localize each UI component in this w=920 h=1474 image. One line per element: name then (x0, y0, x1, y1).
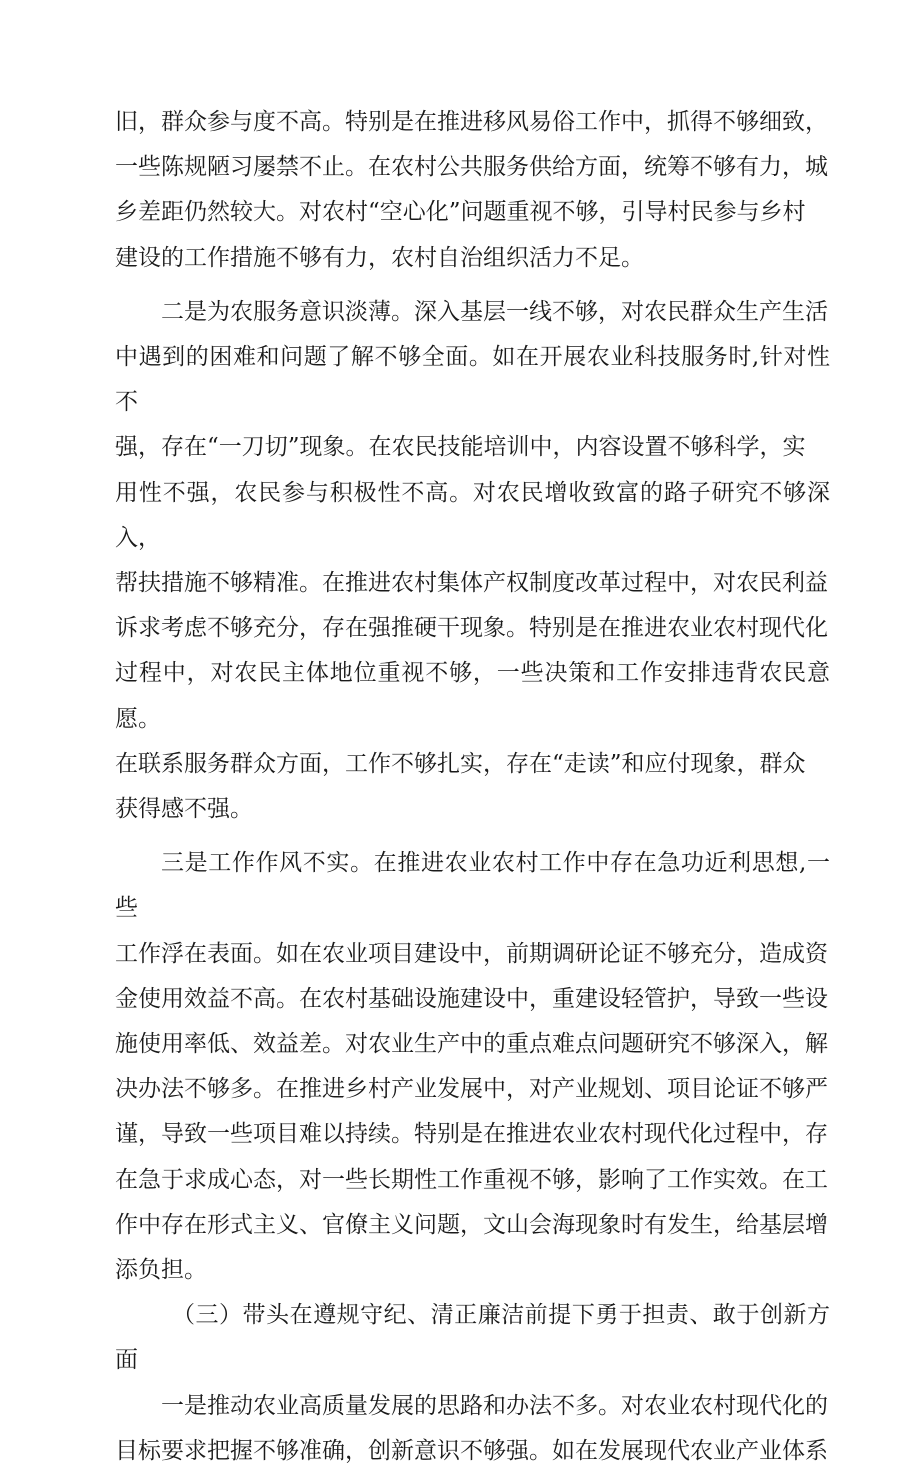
paragraph-continuation: 旧，群众参与度不高。特别是在推进移风易俗工作中，抓得不够细致， 一些陈规陋习屡禁不止。在农村公共服务供给方面，统筹不够有力，城 乡差距仍然较大。对农村“空心化”问题重视不够，引导村民参与乡村 建设的工作措施不够有力，农村自治组织活力不足。 (115, 109, 828, 271)
paragraph-service-awareness: 二是为农服务意识淡薄。深入基层一线不够，对农民群众生产生活 中遇到的困难和问题了解不够全面。如在开展农业科技服务时,针对性不 强，存在“一刀切”现象。在农民技能培训中，内容设置不够科学，实 用性不强，农民参与积极性不高。对农民增收致富的路子研究不够深入， 帮扶措施不够精准。在推进农村集体产权制度改革过程中，对农民利益 诉求考虑不够充分，存在强推硬干现象。特别是在推进农业农村现代化 过程中，对农民主体地位重视不够，一些决策和工作安排违背农民意愿。 在联系服务群众方面，工作不够扎实，存在“走读”和应付现象，群众 获得感不强。 (115, 298, 830, 823)
paragraph-work-style: 三是工作作风不实。在推进农业农村工作中存在急功近利思想,一些 工作浮在表面。如在农业项目建设中，前期调研论证不够充分，造成资 金使用效益不高。在农村基础设施建设中，重建设轻管护，导致一些设 施使用率低、效益差。对农业生产中的重点难点问题研究不够深入，解 决办法不够多。在推进乡村产业发展中，对产业规划、项目论证不够严 谨，导致一些项目难以持续。特别是在推进农业农村现代化过程中，存 在急于求成心态，对一些长期性工作重视不够，影响了工作实效。在工 作中存在形式主义、官僚主义问题，文山会海现象时有发生，给基层增 添负担。 (115, 850, 830, 1284)
document-body (115, 100, 830, 1474)
paragraph-development-ideas: 一是推动农业高质量发展的思路和办法不多。对农业农村现代化的 目标要求把握不够准确，创新意识不够强。如在发展现代农业产业体系 (115, 1392, 828, 1464)
section-heading-3: （三）带头在遵规守纪、清正廉洁前提下勇于担责、敢于创新方面 (115, 1302, 830, 1374)
